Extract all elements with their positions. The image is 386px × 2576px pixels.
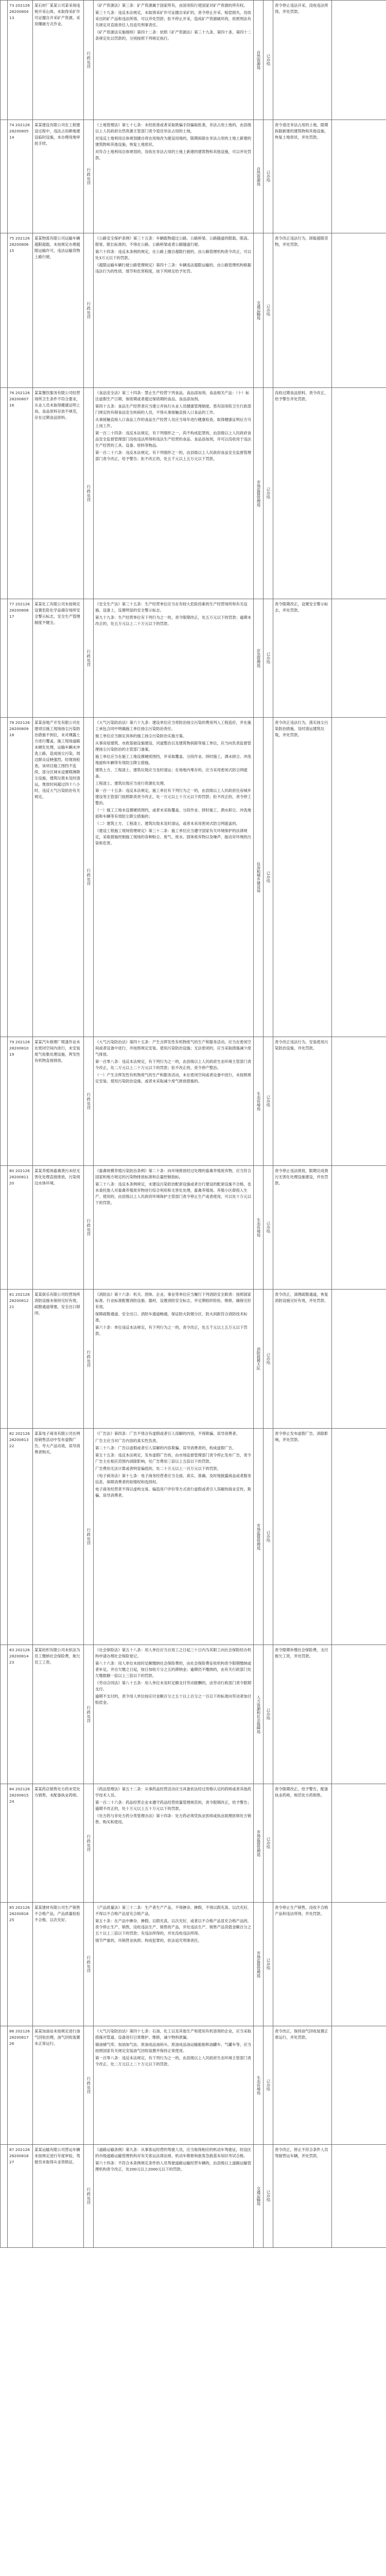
row-index-cell [1, 718, 8, 1037]
legal-basis-paragraph: （一）产生含挥发性有机物废气的生产和服务活动，未在密闭空间或者设备中进行，未按照规定安装、使用污染防治设施，或者未采取减少废气排放措施的。 [95, 1073, 252, 1083]
legal-basis-paragraph: 第一百二十四条：违反本法规定，有下列情形之一，尚不构成犯罪的，由县级以上人民政府食品安全监督管理部门没收违法所得和违法生产经营的食品、食品添加剂，并可以没收用于违法生产经营的工具、设备、原料等物品。 [95, 431, 252, 448]
table-row [1, 2026, 386, 2145]
penalty-measure-cell: 责令退还非法占用的土地，限期拆除新建的建筑物和其他设施，恢复土地原状，并处罚款。 [273, 120, 332, 233]
case-result-cell: 已办结 [264, 1166, 273, 1290]
legal-basis-paragraph: 第一百二十六条：药品经营企业未遵守药品经营质量管理规范的，责令限期改正，给予警告；逾期不改正的，处十万元以上五十万元以下的罚款。 [95, 1800, 252, 1811]
case-subject-cell: 某某养殖场畜禽粪污未经无害化处理直接排放，污染周边水体环境。 [33, 1166, 84, 1290]
legal-basis-cell [94, 1166, 254, 1290]
legal-basis-paragraph: 第一百一十五条：违反本法规定，施工单位有下列行为之一的，由县级以上人民政府住房城乡建设等主管部门按照职责责令改正，处一万元以上十万元以下的罚款；拒不改正的，责令停工整治。 [95, 788, 252, 805]
row-index-cell [1, 1037, 8, 1166]
legal-basis-paragraph: 《矿产资源法实施细则》第四十二条：依照《矿产资源法》第三十九条、第四十条、第四十二条规定处以罚款的，分别按照下列规定执行。 [95, 30, 252, 41]
handling-department-cell: 市场监督管理局 [254, 1784, 264, 1903]
record-id-cell: 78 2021262820080918 [8, 718, 33, 1037]
legal-basis-paragraph: （二）建筑土方、工程渣土、建筑垃圾未及时清运，或者未采用密闭式防尘网遮盖的。 [95, 821, 240, 826]
legal-basis-paragraph: 《广告法》第四条：广告不得含有虚假或者引人误解的内容，不得欺骗、误导消费者。 [95, 1431, 240, 1436]
record-id-cell: 83 2021262820081423 [8, 1645, 33, 1784]
row-index-cell [1, 1, 8, 120]
handling-department-cell: 自然资源局 [254, 120, 264, 233]
legal-basis-paragraph: 《劳动合同法》第八十五条：用人单位未及时足额支付劳动报酬的，由劳动行政部门责令限期支付。 [95, 1681, 252, 1691]
remark-cell [332, 120, 386, 233]
legal-basis-cell [94, 599, 254, 718]
penalty-measure-cell: 责令限期改正，给予警告，配备执业药师，规范处方药销售。 [273, 1784, 332, 1903]
case-result-cell: 已办结 [264, 1645, 273, 1784]
legal-basis-cell [94, 1903, 254, 2026]
case-subject-cell: 某某物流有限公司运输车辆超限超载，未按规定办理超限运输许可，违法运输货物上路行驶。 [33, 233, 84, 388]
record-id-cell: 74 2021262820080514 [8, 120, 33, 233]
legal-basis-paragraph: 对违反土地利用总体规划擅自将农用地改为建设用地的，限期拆除在非法占用的土地上新建的建筑物和其他设施，恢复土地原状。 [95, 136, 252, 147]
legal-basis-paragraph: 逾期不支付的，责令用人单位按应付金额百分之五十以上百分之一百以下的标准向劳动者加付赔偿金。 [95, 1694, 252, 1705]
legal-basis-paragraph: 《安全生产法》第三十五条：生产经营单位应当在有较大危险因素的生产经营场所和有关设施、设备上，设置明显的安全警示标志。 [95, 602, 248, 613]
penalty-measure-cell: 没收过期食品原料，责令改正，给予警告并处罚款。 [273, 388, 332, 599]
remark-cell [332, 1037, 386, 1166]
legal-basis-paragraph: 《公路安全保护条例》第三十五条：车辆载物超过公路、公路桥梁、公路隧道的限载、限高、限宽、限长标准的，不得在公路、公路桥梁或者公路隧道行驶。 [95, 236, 252, 247]
case-type-cell: 行政处罚 [84, 1645, 94, 1784]
remark-cell [332, 2026, 386, 2145]
table-row [1, 718, 386, 1037]
legal-basis-paragraph: 《社会保险法》第五十八条：用人单位应当自用工之日起三十日内为其职工向社会保险经办机构申请办理社会保险登记。 [95, 1648, 252, 1658]
record-id-cell: 77 2021262820080817 [8, 599, 33, 718]
remark-cell [332, 1903, 386, 2026]
legal-basis-cell [94, 1645, 254, 1784]
table-row [1, 2145, 386, 2248]
case-type-cell: 行政处罚 [84, 1166, 94, 1290]
case-type-cell: 行政处罚 [84, 1037, 94, 1166]
legal-basis-paragraph: 第八十六条：用人单位未按时足额缴纳社会保险费的，由社会保险费征收机构责令限期缴纳或者补足，并自欠缴之日起，按日加收万分之五的滞纳金；逾期仍不缴纳的，由有关行政部门处欠缴数额一倍以上三倍以下的罚款。 [95, 1661, 252, 1678]
legal-basis-paragraph: 《畜禽规模养殖污染防治条例》第二十条：向环境排放经过处理的畜禽养殖废弃物，应当符合国家和地方规定的污染物排放标准和总量控制指标。 [95, 1168, 252, 1179]
legal-basis-cell [94, 388, 254, 599]
legal-basis-paragraph: 储油储气库、加油加气站、原油成品油码头、原油成品油运输船舶和油罐车、气罐车等，应当按照国家有关规定安装油气回收装置并保持正常使用。 [95, 2042, 252, 2053]
legal-basis-cell [94, 120, 254, 233]
legal-basis-paragraph: 第三十八条：违反本条例规定，未建设污染防治配套设施或者自行建设的配套设施不合格，也未委托他人对畜禽养殖废弃物进行综合利用和无害化处理，畜禽养殖场、养殖小区即投入生产、使用的，由县级以上人民政府环境保护主管部门责令停止生产或者使用，可以处十万元以下的罚款。 [95, 1182, 252, 1205]
legal-basis-paragraph: 对符合土地利用总体规划的，没收在非法占用的土地上新建的建筑物和其他设施，可以并处罚款。 [95, 149, 252, 160]
table-row [1, 120, 386, 233]
legal-basis-cell [94, 2026, 254, 2145]
case-subject-cell: 某某纺织有限公司未依法为员工缴纳社会保险费，拖欠员工工资。 [33, 1645, 84, 1784]
row-index-cell [1, 1903, 8, 2026]
case-result-cell: 已办结 [264, 1290, 273, 1429]
case-subject-cell: 某某化工有限公司未按规定设置危险化学品储存场所安全警示标志，安全生产管理制度不健全。 [33, 599, 84, 718]
legal-basis-paragraph: 《药品管理法》第五十二条：从事药品经营活动应当具备依法经过资格认定的药师或者其他药学技术人员。 [95, 1787, 252, 1798]
record-id-cell: 85 2021262820081625 [8, 1903, 33, 2026]
case-result-cell: 已办结 [264, 599, 273, 718]
legal-basis-paragraph: 第一百零八条：违反本法规定，有下列行为之一的，由县级以上人民政府生态环境主管部门责令改正，处二万元以上二十万元以下的罚款；拒不改正的，责令停产整治。 [95, 1059, 252, 1070]
legal-basis-paragraph: 第一百零八条：违反本法规定，有下列行为之一的，由县级以上人民政府生态环境主管部门责令改正，处二万元以上二十万元以下的罚款。 [95, 2056, 252, 2066]
legal-basis-paragraph: 《超限运输车辆行驶公路管理规定》第四十三条：车辆违法超限运输的，由公路管理机构根据违法行为的性质、情节和危害程度，按下列规定给予处罚。 [95, 263, 252, 274]
case-result-cell: 已办结 [264, 1903, 273, 2026]
remark-cell [332, 1, 386, 120]
penalty-measure-cell: 责令改正违法行为，落实扬尘污染防治措施，及时清运建筑垃圾，并处罚款。 [273, 718, 332, 1037]
handling-department-cell: 人力资源和社会保障局 [254, 1645, 264, 1784]
row-index-cell [1, 1429, 8, 1645]
record-id-cell: 76 2021262820080716 [8, 388, 33, 599]
handling-department-cell: 生态环境局 [254, 2026, 264, 2145]
record-id-cell: 87 2021262820081827 [8, 2145, 33, 2248]
handling-department-cell: 交通运输局 [254, 2145, 264, 2248]
legal-basis-paragraph: 《消防法》第十六条：机关、团体、企业、事业等单位应当履行下列消防安全职责：按照国家标准、行业标准配置消防设施、器材，设置消防安全标志，并定期组织检验、维修，确保完好有效。 [95, 1292, 252, 1309]
penalty-measure-cell: 责令改正，停止不符合条件人员驾驶营运车辆，并处罚款。 [273, 2145, 332, 2248]
legal-basis-paragraph: 第九十九条：生产经营单位有下列行为之一的，责令限期改正，处五万元以下的罚款；逾期未改正的，处五万元以上二十万元以下的罚款。 [95, 615, 252, 626]
case-subject-cell: 某某建材有限公司生产销售不合格产品，产品质量检验不合格，以次充好。 [33, 1903, 84, 2026]
case-subject-cell: 某某建设有限公司在工程建设过程中，违法占用耕地建设临时设施，未办理用地审批手续。 [33, 120, 84, 233]
case-subject-cell: 某石材厂某某公司某采场违规开采山体，未取得采矿许可证擅自开采矿产资源，采用爆破方式作业。 [33, 1, 84, 120]
table-row [1, 1, 386, 120]
case-subject-cell: 某某餐饮服务有限公司经营场所卫生条件不符合要求，从业人员未取得健康证明上岗，食品原料存放不规范，存在过期食品原料。 [33, 388, 84, 599]
table-row [1, 1903, 386, 2026]
legal-basis-paragraph: 施工单位应当在施工工地设置硬质围挡，并采取覆盖、分段作业、择时施工、洒水抑尘、冲洗地面和车辆等有效防尘降尘措施。 [95, 754, 252, 765]
table-row [1, 1290, 386, 1429]
legal-basis-paragraph: 《产品质量法》第三十二条：生产者生产产品，不得掺杂、掺假，不得以假充真、以次充好，不得以不合格产品冒充合格产品。 [95, 1905, 252, 1916]
table-row [1, 1166, 386, 1290]
remark-cell [332, 2145, 386, 2248]
case-subject-cell: 某某娱乐有限公司经营场所消防设施未保持完好有效，疏散通道堵塞，安全出口锁闭。 [33, 1290, 84, 1429]
case-type-cell: 行政处罚 [84, 388, 94, 599]
legal-basis-paragraph: 《大气污染防治法》第四十五条：产生含挥发性有机物废气的生产和服务活动，应当在密闭空间或者设备中进行，并按照规定安装、使用污染防治设施；无法密闭的，应当采取措施减少废气排放。 [95, 1040, 252, 1057]
legal-basis-paragraph: 第二十八条：广告以虚假或者引人误解的内容欺骗、误导消费者的，构成虚假广告。 [95, 1446, 236, 1450]
case-result-cell: 已办结 [264, 1, 273, 120]
row-index-cell [1, 233, 8, 388]
legal-basis-paragraph: （一）施工工地未设置硬质围挡，或者未采取覆盖、分段作业、择时施工、洒水抑尘、冲洗地面和车辆等有效防尘降尘措施的； [95, 808, 252, 819]
table-row [1, 599, 386, 718]
handling-department-cell: 消防救援大队 [254, 1290, 264, 1429]
handling-department-cell: 生态环境局 [254, 1037, 264, 1166]
penalty-measure-cell: 责令改正违法行为，安装使用污染防治设施，并处罚款。 [273, 1037, 332, 1166]
legal-basis-paragraph: 《食品安全法》第三十四条：禁止生产经营下列食品、食品添加剂、食品相关产品：（十）标注虚假生产日期、保质期或者超过保质期的食品、食品添加剂。 [95, 391, 250, 401]
case-type-cell: 行政处罚 [84, 1290, 94, 1429]
legal-basis-paragraph: 《大气污染防治法》第六十九条：建设单位应当将防治扬尘污染的费用列入工程造价，并在施工承包合同中明确施工单位扬尘污染防治责任。 [95, 720, 252, 731]
penalty-measure-cell: 责令停止违法排放，限期完成粪污无害化处理设施建设，并处罚款。 [273, 1166, 332, 1290]
penalty-measure-cell: 责令改正，清理疏散通道，恢复消防设施完好有效，并处罚款。 [273, 1290, 332, 1429]
case-type-cell: 行政处罚 [84, 1, 94, 120]
case-subject-cell: 某某运输有限公司营运车辆未按规定进行年度审验，驾驶员未取得从业资格证。 [33, 2145, 84, 2248]
record-id-cell: 75 2021262820080615 [8, 233, 33, 388]
remark-cell [332, 1784, 386, 1903]
legal-basis-cell [94, 1429, 254, 1645]
legal-basis-paragraph: 《道路运输条例》第九条：从事客运经营的驾驶人员，应当取得相应的机动车驾驶证，经设区的市级道路运输管理机构对有关客运法律法规、机动车维修和旅客急救基本知识考试合格。 [95, 2147, 252, 2158]
legal-basis-paragraph: 第四十五条：食品生产经营者应当建立并执行从业人员健康管理制度。患有国务院卫生行政部门规定的有碍食品安全疾病的人员，不得从事接触直接入口食品的工作。 [95, 404, 252, 415]
penalty-measure-cell: 责令停止生产销售，没收不合格产品和违法所得，并处罚款。 [273, 1903, 332, 2026]
legal-basis-paragraph: 《电子商务法》第十七条：电子商务经营者应当全面、真实、准确、及时地披露商品或者服务信息，保障消费者的知情权和选择权。 [95, 1473, 252, 1484]
handling-department-cell: 生态环境局 [254, 1166, 264, 1290]
row-index-cell [1, 1645, 8, 1784]
legal-basis-paragraph: 电子商务经营者不得以虚构交易、编造用户评价等方式进行虚假或者引人误解的商业宣传，欺骗、误导消费者。 [95, 1487, 252, 1498]
remark-cell [332, 1429, 386, 1645]
case-type-cell: 行政处罚 [84, 233, 94, 388]
case-result-cell: 已办结 [264, 2145, 273, 2248]
legal-basis-cell [94, 233, 254, 388]
legal-basis-paragraph: 第五十条：在产品中掺杂、掺假，以假充真，以次充好，或者以不合格产品冒充合格产品的，责令停止生产、销售，没收违法生产、销售的产品，并处违法生产、销售产品货值金额百分之五十以上三倍以下的罚款；有违法所得的，并处没收违法所得。 [95, 1919, 252, 1936]
legal-basis-paragraph: 施工单位应当制定具体的施工扬尘污染防治实施方案。 [95, 734, 187, 738]
legal-basis-paragraph: 广告费用无法计算或者明显偏低的，处二十万元以上一百万元以下的罚款。 [95, 1466, 221, 1471]
legal-basis-cell [94, 1037, 254, 1166]
legal-basis-paragraph: 第一百二十六条：违反本法规定，有下列情形之一的，由县级以上人民政府食品安全监督管理部门责令改正，给予警告；拒不改正的，处五千元以上五万元以下罚款。 [95, 450, 252, 461]
record-id-cell: 82 2021262820081322 [8, 1429, 33, 1645]
penalty-measure-cell: 责令停止发布虚假广告，消除影响，并处罚款。 [273, 1429, 332, 1645]
handling-department-cell: 住房和城乡建设局 [254, 718, 264, 1037]
row-index-cell [1, 2026, 8, 2145]
case-type-cell: 行政处罚 [84, 2026, 94, 2145]
handling-department-cell: 自然资源局 [254, 1, 264, 120]
case-result-cell: 已办结 [264, 388, 273, 599]
remark-cell [332, 599, 386, 718]
case-type-cell: 行政处罚 [84, 718, 94, 1037]
remark-cell [332, 233, 386, 388]
legal-basis-paragraph: 《土地管理法》第七十七条：未经批准或者采取欺骗手段骗取批准，非法占用土地的，由县级以上人民政府自然资源主管部门责令退还非法占用的土地。 [95, 123, 252, 133]
handling-department-cell: 应急管理局 [254, 599, 264, 718]
remark-cell [332, 1645, 386, 1784]
record-id-cell: 79 2021262820081019 [8, 1037, 33, 1166]
row-index-cell [1, 599, 8, 718]
case-subject-cell: 某某房地产开发有限公司在建项目施工现场扬尘污染防治措施不到位，未对裸露土方进行覆盖，施工现场道路未硬化处理，运输车辆未冲洗上路，造成扬尘污染，周边群众反映强烈。经现场检查，该项目施工围挡不连续，部分区域未设置喷淋降尘设施，建筑垃圾未及时清运，堆放时间超过四十八小时，违反大气污染防治有关规定。 [33, 718, 84, 1037]
penalty-measure-cell: 责令停止违法开采，没收违法所得，并处罚款。 [273, 1, 332, 120]
case-result-cell: 已办结 [264, 1037, 273, 1166]
case-subject-cell: 某某电子商务有限公司在网络销售活动中发布虚假广告，夸大产品功效，误导消费者购买。 [33, 1429, 84, 1645]
legal-basis-paragraph: 《处方药与非处方药分类管理办法》第十四条：处方药必须凭执业医师或执业助理医师处方销售、购买和使用。 [95, 1814, 252, 1824]
handling-department-cell: 市场监督管理局 [254, 1429, 264, 1645]
case-type-cell: 行政处罚 [84, 120, 94, 233]
case-result-cell: 已办结 [264, 2026, 273, 2145]
penalty-measure-cell: 责令改正违法行为，卸载超限货物，并处罚款。 [273, 233, 332, 388]
legal-basis-paragraph: 第六十四条：不符合本条例规定条件的人员驾驶道路运输经营车辆的，由县级以上道路运输管理机构责令改正，处200元以上2000元以下的罚款。 [95, 2161, 252, 2172]
case-subject-cell: 某某药店销售处方药未凭处方销售，未配备执业药师。 [33, 1784, 84, 1903]
legal-basis-paragraph: 《建设工程施工现场管理规定》第三十二条：施工单位应当遵守国家有关环境保护的法律规定，采取措施控制施工现场的各种粉尘、废气、废水、固体废弃物以及噪声、振动对环境的污染和危害。 [95, 828, 252, 845]
row-index-cell [1, 2145, 8, 2248]
penalty-measure-cell: 责令改正，保持油气回收装置正常运行，并处罚款。 [273, 2026, 332, 2145]
case-type-cell: 行政处罚 [84, 1903, 94, 2026]
row-index-cell [1, 1166, 8, 1290]
legal-basis-paragraph: 情节严重的，吊销营业执照；构成犯罪的，依法追究刑事责任。 [95, 1938, 202, 1943]
remark-cell [332, 718, 386, 1037]
legal-basis-paragraph: 保障疏散通道、安全出口、消防车通道畅通，保证防火防烟分区、防火间距符合消防技术标准。 [95, 1312, 248, 1323]
table-row [1, 1037, 386, 1166]
legal-basis-paragraph: 第六十四条：违反本条例的规定，在公路上擅自超限行驶的，由公路管理机构责令改正，可以处3万元以下的罚款。 [95, 249, 252, 260]
case-type-cell: 行政处罚 [84, 599, 94, 718]
row-index-cell [1, 1290, 8, 1429]
case-result-cell: 已办结 [264, 718, 273, 1037]
record-id-cell: 86 2021262820081726 [8, 2026, 33, 2145]
table-row [1, 1645, 386, 1784]
record-id-cell: 73 2021262820080413 [8, 1, 33, 120]
case-type-cell: 行政处罚 [84, 1429, 94, 1645]
legal-basis-paragraph: 《矿产资源法》第三条：矿产资源属于国家所有，由国务院行使国家对矿产资源的所有权。 [95, 3, 248, 8]
table-row [1, 388, 386, 599]
legal-basis-cell [94, 718, 254, 1037]
case-result-cell: 已办结 [264, 233, 273, 388]
legal-basis-cell [94, 2145, 254, 2248]
legal-basis-paragraph: 从事接触直接入口食品工作的食品生产经营人员应当每年进行健康检查，取得健康证明后方可上岗工作。 [95, 417, 252, 428]
table-row [1, 1429, 386, 1645]
penalty-measure-cell: 责令限期改正，设置安全警示标志，并处罚款。 [273, 599, 332, 718]
row-index-cell [1, 1784, 8, 1903]
case-result-cell: 已办结 [264, 1429, 273, 1645]
legal-basis-cell [94, 1784, 254, 1903]
case-type-cell: 行政处罚 [84, 1784, 94, 1903]
remark-cell [332, 1166, 386, 1290]
row-index-cell [1, 120, 8, 233]
penalty-measure-cell: 责令限期补缴社会保险费，支付拖欠工资，并处罚款。 [273, 1645, 332, 1784]
row-index-cell [1, 388, 8, 599]
handling-department-cell: 交通运输局 [254, 233, 264, 388]
table-row [1, 1784, 386, 1903]
case-result-cell: 已办结 [264, 120, 273, 233]
record-id-cell: 81 2021262820081221 [8, 1290, 33, 1429]
case-subject-cell: 某某加油站未按规定进行油气回收治理，油气回收装置未正常运行。 [33, 2026, 84, 2145]
case-type-cell: 行政处罚 [84, 2145, 94, 2248]
legal-basis-paragraph: 第六十条：单位违反本法规定，有下列行为之一的，责令改正，处五千元以上五万元以下罚款。 [95, 1325, 248, 1336]
remark-cell [332, 388, 386, 599]
legal-basis-paragraph: 第五十五条：违反本法规定，发布虚假广告的，由市场监督管理部门责令停止发布广告，责令广告主在相应范围内消除影响，处广告费用三倍以上五倍以下的罚款。 [95, 1453, 252, 1464]
case-subject-cell: 某某汽车修理厂喷漆作业未在密闭空间内进行，未安装废气收集处理设施，挥发性有机物直接排放。 [33, 1037, 84, 1166]
legal-basis-paragraph: 工程渣土、建筑垃圾应当进行资源化处理。 [95, 781, 168, 786]
legal-basis-paragraph: 从事房屋建筑、市政基础设施建设、河道整治以及建筑物拆除等施工单位，应当向负责监督管理扬尘污染防治的主管部门备案。 [95, 741, 252, 752]
handling-department-cell: 市场监督管理局 [254, 388, 264, 599]
legal-basis-cell [94, 1290, 254, 1429]
legal-basis-cell [94, 1, 254, 120]
record-id-cell: 80 2021262820081120 [8, 1166, 33, 1290]
legal-basis-paragraph: 《大气污染防治法》第四十七条：石油、化工以及其他生产和使用有机溶剂的企业，应当采取措施对管道、设备进行日常维护、维修，减少物料泄漏。 [95, 2029, 252, 2040]
table-row [1, 233, 386, 388]
legal-basis-paragraph: 建筑土方、工程渣土、建筑垃圾应当及时清运；在场地内堆存的，应当采用密闭式防尘网遮盖。 [95, 768, 248, 778]
records-body [1, 1, 386, 2248]
remark-cell [332, 1290, 386, 1429]
case-result-cell: 已办结 [264, 1784, 273, 1903]
legal-basis-paragraph: 广告主应当对广告内容的真实性负责。 [95, 1438, 160, 1443]
legal-basis-paragraph: 第三十九条：违反本法规定，未取得采矿许可证擅自采矿的，责令停止开采、赔偿损失，没收采出的矿产品和违法所得，可以并处罚款；拒不停止开采，造成矿产资源破坏的，依照刑法有关规定对直接责任人员追究刑事责任。 [95, 10, 252, 27]
record-id-cell: 84 2021262820081524 [8, 1784, 33, 1903]
handling-department-cell: 市场监督管理局 [254, 1903, 264, 2026]
